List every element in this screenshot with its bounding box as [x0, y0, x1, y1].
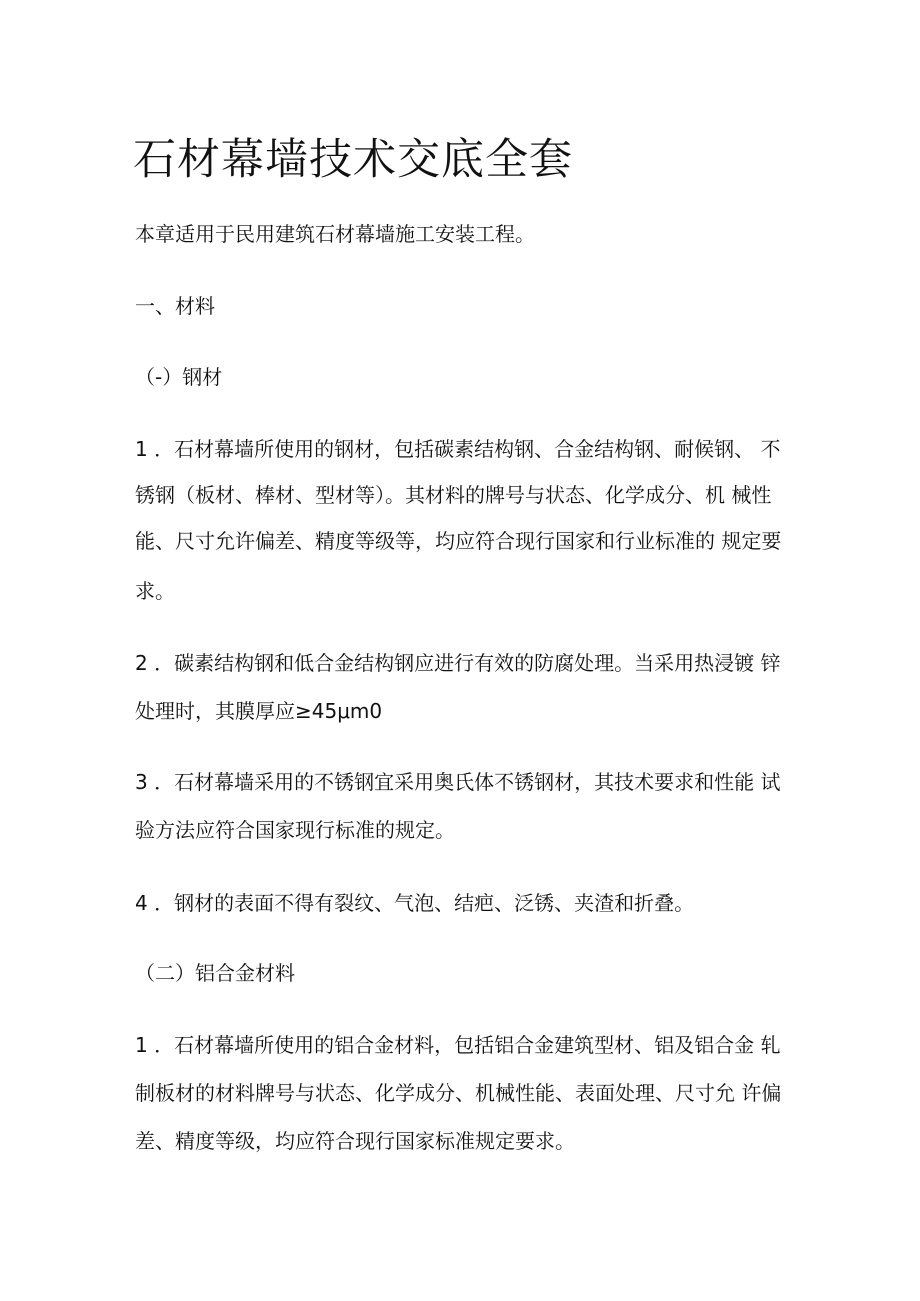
paragraph-line: 制板材的材料牌号与状态、化学成分、机械性能、表面处理、尺寸允 许偏: [135, 1081, 782, 1105]
intro-text: 本章适用于民用建筑石材幕墙施工安装工程。: [135, 222, 535, 246]
paragraph-line: 1 ．石材幕墙所使用的铝合金材料，包括铝合金建筑型材、铝及铝合金 轧: [135, 1033, 781, 1057]
paragraph-line: 求。: [135, 579, 175, 603]
paragraph-line: 锈钢（板材、棒材、型材等）。其材料的牌号与状态、化学成分、机 械性: [135, 483, 772, 507]
paragraph-line: 能、尺寸允许偏差、精度等级等，均应符合现行国家和行业标准的 规定要: [135, 529, 782, 553]
paragraph-line: 3 ．石材幕墙采用的不锈钢宜采用奥氏体不锈钢材，其技术要求和性能 试: [135, 770, 781, 794]
paragraph-line: 4 ．钢材的表面不得有裂纹、气泡、结疤、泛锈、夹渣和折叠。: [135, 891, 695, 915]
paragraph-line: 2 ．碳素结构钢和低合金结构钢应进行有效的防腐处理。当采用热浸镀 锌: [135, 651, 781, 675]
paragraph-line: 验方法应符合国家现行标准的规定。: [135, 818, 455, 842]
subsection-heading: （-）钢材: [135, 365, 223, 389]
paragraph-line: 处理时，其膜厚应≥45μm0: [135, 699, 383, 723]
paragraph-line: 1 ．石材幕墙所使用的钢材，包括碳素结构钢、合金结构钢、耐候钢、 不: [135, 437, 781, 461]
document-title: 石材幕墙技术交底全套: [133, 135, 573, 185]
section-heading: 一、材料: [135, 294, 215, 318]
subsection-heading: （二）铝合金材料: [135, 961, 295, 985]
paragraph-line: 差、精度等级，均应符合现行国家标准规定要求。: [135, 1129, 575, 1153]
